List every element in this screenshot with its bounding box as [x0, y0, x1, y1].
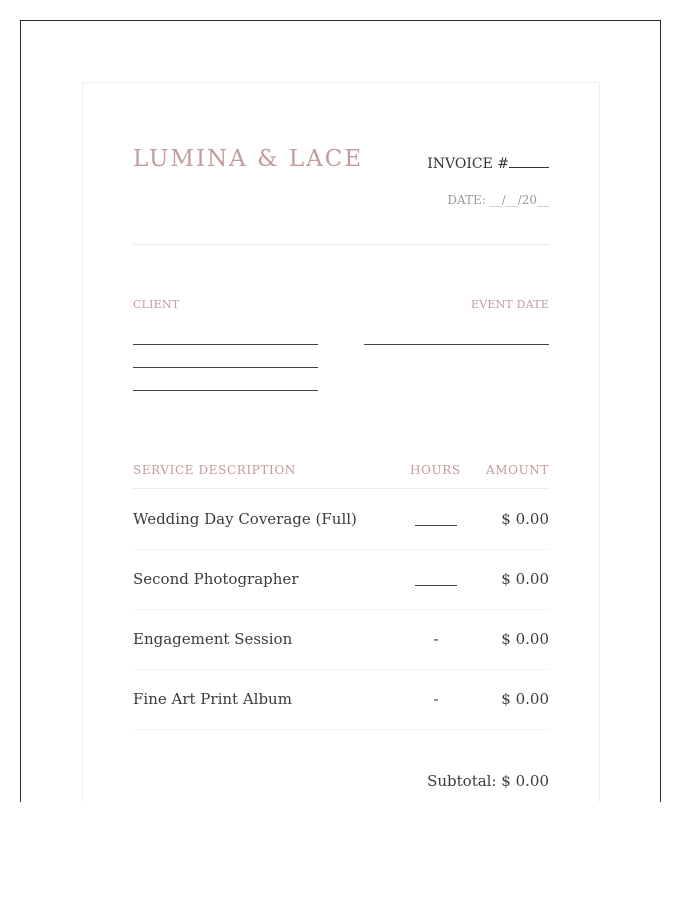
- column-header-description: SERVICE DESCRIPTION: [133, 463, 296, 477]
- brand-title: LUMINA & LACE: [133, 146, 364, 172]
- event-date-line[interactable]: [364, 344, 549, 345]
- row-description: Wedding Day Coverage (Full): [133, 510, 357, 528]
- table-row: [133, 489, 549, 550]
- table-row: [133, 609, 549, 670]
- client-label: CLIENT: [133, 298, 180, 311]
- invoice-number-blank[interactable]: [509, 153, 549, 168]
- table-row: [133, 549, 549, 610]
- client-line-3[interactable]: [133, 390, 318, 391]
- row-amount: $ 0.00: [501, 630, 549, 648]
- row-hours-blank[interactable]: [415, 525, 457, 526]
- invoice-content: [133, 83, 549, 802]
- row-hours: -: [433, 690, 439, 708]
- row-description: Second Photographer: [133, 570, 299, 588]
- header-divider: [133, 244, 549, 245]
- invoice-sheet: [82, 82, 600, 802]
- row-amount: $ 0.00: [501, 690, 549, 708]
- event-date-label: EVENT DATE: [471, 298, 549, 311]
- client-line-2[interactable]: [133, 367, 318, 368]
- invoice-number[interactable]: [427, 153, 549, 172]
- subtotal: Subtotal: $ 0.00: [427, 772, 549, 790]
- column-header-amount: AMOUNT: [485, 463, 549, 477]
- client-line-1[interactable]: [133, 344, 318, 345]
- invoice-number-label: INVOICE #: [427, 156, 509, 172]
- row-hours: -: [433, 630, 439, 648]
- invoice-date[interactable]: DATE: __/__/20__: [447, 193, 549, 207]
- row-amount: $ 0.00: [501, 510, 549, 528]
- row-hours-blank[interactable]: [415, 585, 457, 586]
- page-frame: [20, 20, 661, 802]
- table-row: [133, 669, 549, 730]
- row-description: Engagement Session: [133, 630, 293, 648]
- row-description: Fine Art Print Album: [133, 690, 292, 708]
- column-header-hours: HOURS: [410, 463, 461, 477]
- row-amount: $ 0.00: [501, 570, 549, 588]
